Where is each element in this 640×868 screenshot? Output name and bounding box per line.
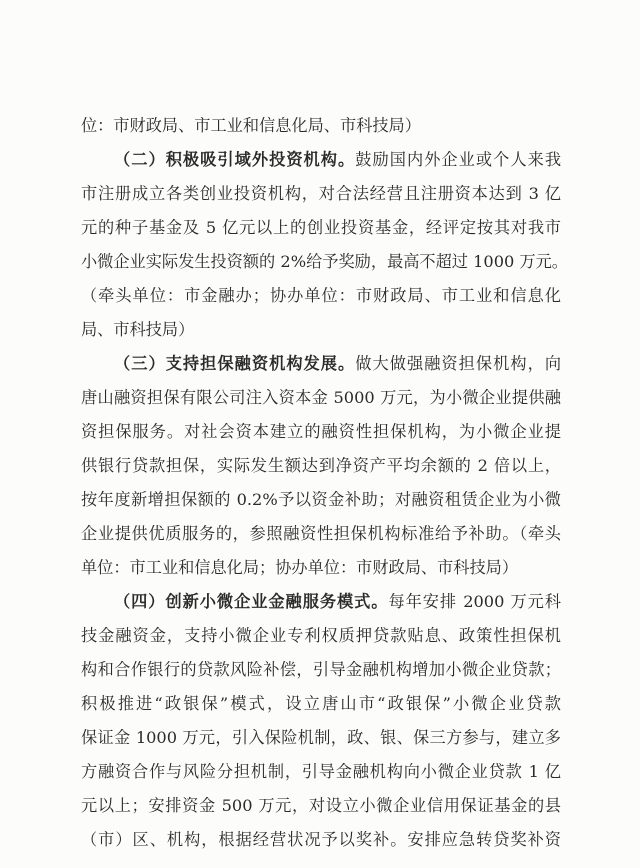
text-line: 技金融资金，支持小微企业专利权质押贷款贴息、政策性担保机 — [81, 626, 561, 645]
section-heading-3: （三）支持担保融资机构发展。 — [114, 354, 356, 373]
text-line: 元的种子基金及 5 亿元以上的创业投资基金，经评定按其对我市 — [81, 218, 561, 237]
text-line: 唐山融资担保有限公司注入资本金 5000 万元，为小微企业提供融 — [81, 388, 561, 407]
text-line: 元以上；安排资金 500 万元，对设立小微企业信用保证基金的县 — [81, 796, 561, 815]
text-run: 每年安排 2000 万元科 — [388, 592, 561, 611]
text-line: 供银行贷款担保，实际发生额达到净资产平均余额的 2 倍以上， — [81, 456, 561, 475]
paragraph-3-first-line — [114, 346, 561, 382]
text-line: 方融资合作与风险分担机制，引导金融机构向小微企业贷款 1 亿 — [81, 762, 561, 781]
text-line: （牵头单位：市金融办；协办单位：市财政局、市工业和信息化 — [81, 286, 561, 305]
text-run: 鼓励国内外企业或个人来我 — [355, 150, 562, 169]
paragraph-4-first-line — [114, 584, 561, 620]
text-line: 按年度新增担保额的 0.2%予以资金补助；对融资租赁企业为小微 — [81, 490, 561, 509]
text-line: 资担保服务。对社会资本建立的融资性担保机构，为小微企业提 — [81, 422, 561, 441]
section-heading-2: （二）积极吸引域外投资机构。 — [114, 150, 356, 169]
text-line: 保证金 1000 万元，引入保险机制，政、银、保三方参与，建立多 — [81, 728, 561, 747]
text-line: 构和合作银行的贷款风险补偿，引导金融机构增加小微企业贷款； — [81, 660, 561, 679]
paragraph-2-first-line — [114, 142, 561, 178]
text-run: 做大做强融资担保机构，向 — [355, 354, 562, 373]
text-line: 市注册成立各类创业投资机构，对合法经营且注册资本达到 3 亿 — [81, 184, 561, 203]
text-line: 局、市科技局） — [81, 320, 195, 339]
text-line: 积极推进“政银保”模式，设立唐山市“政银保”小微企业贷款 — [81, 694, 561, 713]
text-line: 单位：市工业和信息化局；协办单位：市财政局、市科技局） — [81, 558, 519, 577]
text-line: 企业提供优质服务的，参照融资性担保机构标准给予补助。（牵头 — [81, 524, 561, 543]
text-line: 位：市财政局、市工业和信息化局、市科技局） — [81, 116, 421, 135]
section-heading-4: （四）创新小微企业金融服务模式。 — [114, 592, 389, 611]
text-line: （市）区、机构，根据经营状况予以奖补。安排应急转贷奖补资 — [81, 830, 561, 849]
text-line: 小微企业实际发生投资额的 2%给予奖励，最高不超过 1000 万元。 — [81, 252, 568, 271]
